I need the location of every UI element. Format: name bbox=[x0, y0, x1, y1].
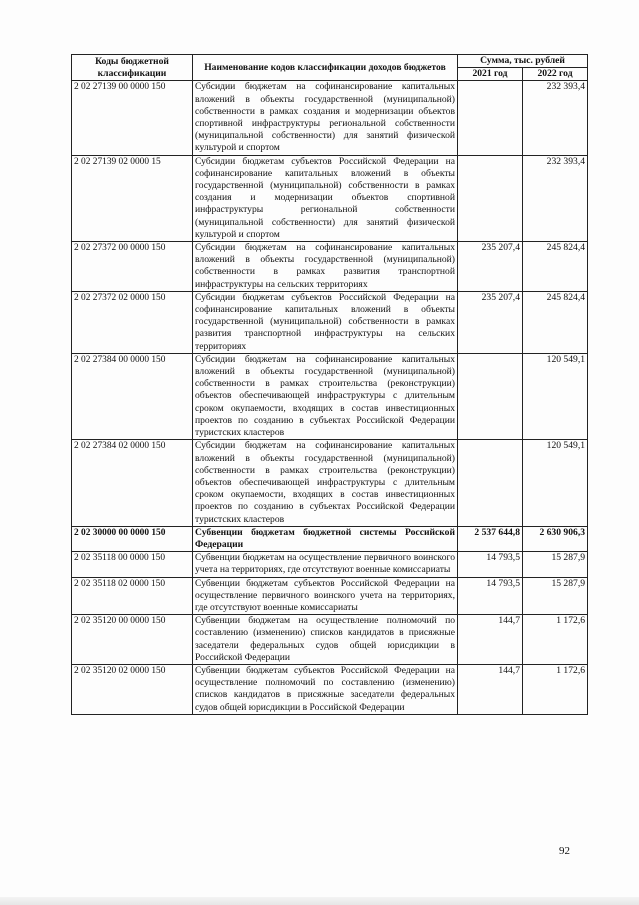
row-code: 2 02 27139 00 0000 150 bbox=[72, 81, 193, 155]
row-amount-2022: 15 287,9 bbox=[523, 552, 588, 577]
table-row bbox=[72, 155, 588, 241]
row-amount-2021: 14 793,5 bbox=[458, 577, 523, 615]
row-amount-2022: 2 630 906,3 bbox=[523, 526, 588, 551]
table-row bbox=[72, 242, 588, 292]
row-amount-2022: 1 172,6 bbox=[523, 664, 588, 714]
table-row bbox=[72, 577, 588, 615]
row-amount-2021: 144,7 bbox=[458, 615, 523, 665]
row-code: 2 02 35120 02 0000 150 bbox=[72, 664, 193, 714]
row-amount-2022: 245 824,4 bbox=[523, 242, 588, 292]
row-amount-2021 bbox=[458, 81, 523, 155]
row-code: 2 02 35118 02 0000 150 bbox=[72, 577, 193, 615]
row-code: 2 02 35118 00 0000 150 bbox=[72, 552, 193, 577]
row-amount-2022: 1 172,6 bbox=[523, 615, 588, 665]
table-header bbox=[72, 55, 588, 81]
row-code: 2 02 27384 02 0000 150 bbox=[72, 440, 193, 526]
row-code: 2 02 27372 02 0000 150 bbox=[72, 291, 193, 353]
table-row bbox=[72, 440, 588, 526]
row-code: 2 02 27384 00 0000 150 bbox=[72, 353, 193, 439]
row-amount-2021 bbox=[458, 440, 523, 526]
scan-edge bbox=[0, 897, 639, 905]
row-amount-2021: 235 207,4 bbox=[458, 242, 523, 292]
header-year-2021: 2021 год bbox=[458, 68, 523, 81]
row-name: Субвенции бюджетам субъектов Российской Федерации на осуществление первичного воинского учета на территориях, где отсутствуют военные комиссариаты bbox=[193, 577, 458, 615]
table-row bbox=[72, 291, 588, 353]
row-amount-2022: 15 287,9 bbox=[523, 577, 588, 615]
row-amount-2022: 120 549,1 bbox=[523, 353, 588, 439]
table-row bbox=[72, 526, 588, 551]
header-year-2022: 2022 год bbox=[523, 68, 588, 81]
row-name: Субвенции бюджетам субъектов Российской Федерации на осуществление полномочий по составлению (изменению) списков кандидатов в присяжные заседатели федеральных судов общей юрисдикции в Российской Федерации bbox=[193, 664, 458, 714]
row-code: 2 02 30000 00 0000 150 bbox=[72, 526, 193, 551]
row-amount-2022: 232 393,4 bbox=[523, 155, 588, 241]
row-amount-2021 bbox=[458, 155, 523, 241]
table-row bbox=[72, 615, 588, 665]
row-amount-2021: 14 793,5 bbox=[458, 552, 523, 577]
row-amount-2021: 235 207,4 bbox=[458, 291, 523, 353]
table-row bbox=[72, 552, 588, 577]
row-name: Субсидии бюджетам на софинансирование капитальных вложений в объекты государственной (муниципальной) собственности в рамках развития транспортной инфраструктуры на сельских территориях bbox=[193, 242, 458, 292]
row-code: 2 02 27139 02 0000 15 bbox=[72, 155, 193, 241]
header-sum: Сумма, тыс. рублей bbox=[458, 55, 588, 68]
row-name: Субсидии бюджетам на софинансирование капитальных вложений в объекты государственной (муниципальной) собственности в рамках строительства (реконструкции) объектов обеспечивающей инфраструктуры с длительным сроком окупаемости, входящих в состав инвестиционных проектов по созданию в субъектах Российской Федерации туристских кластеров bbox=[193, 353, 458, 439]
header-code: Коды бюджетной классификации bbox=[72, 55, 193, 81]
table-body bbox=[72, 81, 588, 714]
row-name: Субсидии бюджетам субъектов Российской Федерации на софинансирование капитальных вложений в объекты государственной (муниципальной) собственности в рамках развития транспортной инфраструктуры на сельских территориях bbox=[193, 291, 458, 353]
row-name: Субсидии бюджетам на софинансирование капитальных вложений в объекты государственной (муниципальной) собственности в рамках строительства (реконструкции) объектов обеспечивающей инфраструктуры с длительным сроком окупаемости, входящих в состав инвестиционных проектов по созданию в субъектах Российской Федерации туристских кластеров bbox=[193, 440, 458, 526]
row-name: Субвенции бюджетам бюджетной системы Российской Федерации bbox=[193, 526, 458, 551]
row-name: Субвенции бюджетам на осуществление первичного воинского учета на территориях, где отсутствуют военные комиссариаты bbox=[193, 552, 458, 577]
row-name: Субвенции бюджетам на осуществление полномочий по составлению (изменению) списков кандидатов в присяжные заседатели федеральных судов общей юрисдикции в Российской Федерации bbox=[193, 615, 458, 665]
row-name: Субсидии бюджетам субъектов Российской Федерации на софинансирование капитальных вложений в объекты государственной (муниципальной) собственности в рамках создания и модернизации объектов спортивной инфраструктуры региональной собственности (муниципальной собственности) для занятий физической культурой и спортом bbox=[193, 155, 458, 241]
row-name: Субсидии бюджетам на софинансирование капитальных вложений в объекты государственной (муниципальной) собственности в рамках создания и модернизации объектов спортивной инфраструктуры региональной собственности (муниципальной собственности) для занятий физической культурой и спортом bbox=[193, 81, 458, 155]
row-amount-2022: 120 549,1 bbox=[523, 440, 588, 526]
page-number: 92 bbox=[559, 845, 570, 857]
table-row bbox=[72, 353, 588, 439]
row-amount-2022: 232 393,4 bbox=[523, 81, 588, 155]
table-row bbox=[72, 664, 588, 714]
row-amount-2021 bbox=[458, 353, 523, 439]
row-amount-2021: 2 537 644,8 bbox=[458, 526, 523, 551]
row-code: 2 02 35120 00 0000 150 bbox=[72, 615, 193, 665]
budget-classification-table bbox=[71, 54, 588, 715]
row-amount-2021: 144,7 bbox=[458, 664, 523, 714]
header-name: Наименование кодов классификации доходов бюджетов bbox=[193, 55, 458, 81]
table-row bbox=[72, 81, 588, 155]
row-amount-2022: 245 824,4 bbox=[523, 291, 588, 353]
row-code: 2 02 27372 00 0000 150 bbox=[72, 242, 193, 292]
